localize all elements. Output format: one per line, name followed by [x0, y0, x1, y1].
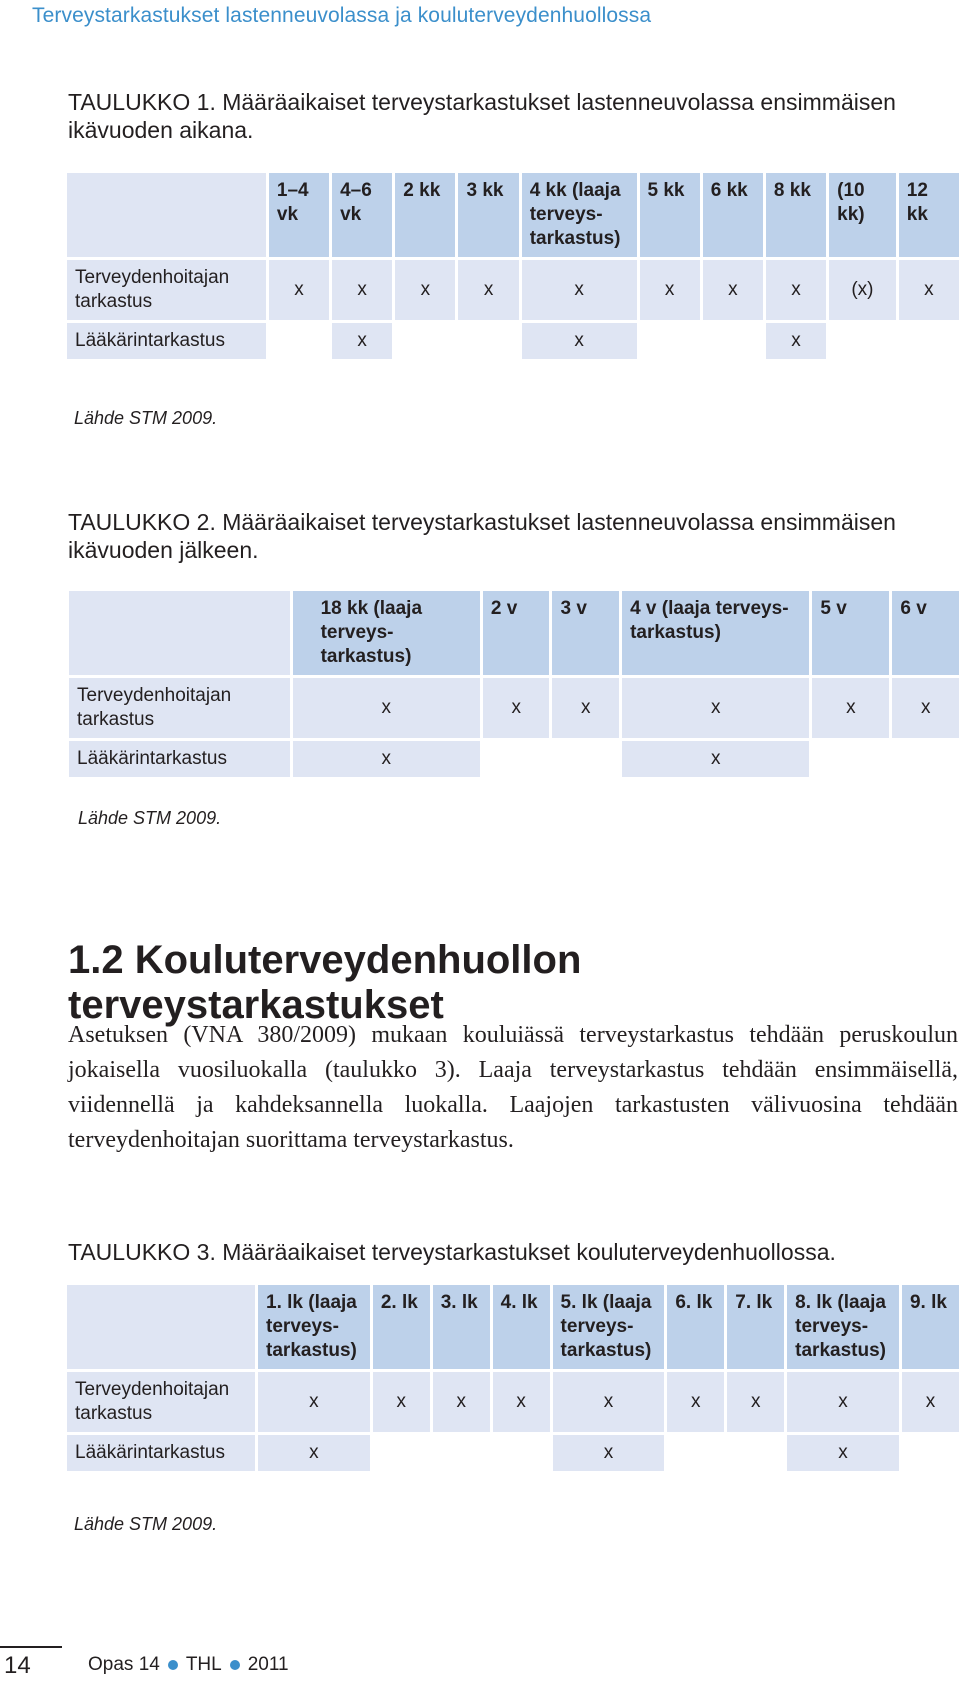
table1-cell: x [522, 260, 637, 320]
table3-cell: x [902, 1372, 959, 1432]
table1-col-header: 12 kk [899, 173, 959, 257]
table1-cell: x [640, 260, 700, 320]
table1-col-header: 4 kk (laaja terveys-tarkastus) [522, 173, 637, 257]
table2-cell [812, 741, 889, 777]
table1-row-label: Terveydenhoitajan tarkastus [67, 260, 266, 320]
table2-source: Lähde STM 2009. [78, 808, 222, 828]
table2-cell: x [293, 741, 480, 777]
table3-cell: x [727, 1372, 784, 1432]
table1-cell: x [269, 260, 329, 320]
bullet-dot-icon [168, 1660, 178, 1670]
footer-publisher: THL [185, 1654, 222, 1675]
table1-cell: x [766, 323, 826, 359]
table1-col-header: 3 kk [458, 173, 518, 257]
table1-cell [395, 323, 455, 359]
table2 [66, 588, 960, 780]
table3-cell [727, 1435, 784, 1471]
table1-col-header: 1–4 vk [269, 173, 329, 257]
table-row [67, 260, 959, 320]
table1-col-header: 8 kk [766, 173, 826, 257]
page-number: 14 [4, 1652, 31, 1679]
table3-cell: x [258, 1435, 370, 1471]
table1-cell [899, 323, 959, 359]
table3-col-header: 8. lk (laaja terveys-tarkastus) [787, 1285, 899, 1369]
table3-cell: x [258, 1372, 370, 1432]
table3-col-header: 9. lk [902, 1285, 959, 1369]
section-paragraph: Asetuksen (VNA 380/2009) mukaan kouluiässä terveystarkastus tehdään peruskoulun jokaisella vuosiluokalla (taulukko 3). Laaja terveystarkastus tehdään ensimmäisellä, viidennellä ja kahdeksannella luokalla. Laajojen tarkastusten välivuosina tehdään terveydenhoitajan suorittama terveystarkastus. [68, 1022, 958, 1153]
table3-source: Lähde STM 2009. [74, 1514, 218, 1534]
table2-cell [552, 741, 619, 777]
table1-header-row [67, 173, 959, 257]
table3-row-label: Lääkärintarkastus [67, 1435, 255, 1471]
table3-cell [667, 1435, 724, 1471]
table1-cell [703, 323, 763, 359]
table1-cell [458, 323, 518, 359]
table3-col-header: 5. lk (laaja terveys-tarkastus) [553, 1285, 665, 1369]
table3-col-header: 1. lk (laaja terveys-tarkastus) [258, 1285, 370, 1369]
table1-col-header: 4–6 vk [332, 173, 392, 257]
table1-cell: x [395, 260, 455, 320]
table1-cell: (x) [829, 260, 896, 320]
table3-cell: x [493, 1372, 550, 1432]
footer-series: Opas 14 [88, 1654, 160, 1675]
table1-caption: TAULUKKO 1. Määräaikaiset terveystarkastukset lastenneuvolassa ensimmäisen ikävuoden aikana. [68, 89, 896, 143]
table2-row-label: Terveydenhoitajan tarkastus [69, 678, 290, 738]
footer-text [88, 1654, 289, 1676]
table3-cell: x [787, 1372, 899, 1432]
table1-cell: x [703, 260, 763, 320]
running-head: Terveystarkastukset lastenneuvolassa ja kouluterveydenhuollossa [32, 4, 652, 27]
table3-cell: x [787, 1435, 899, 1471]
table-row [67, 1372, 959, 1432]
table3-cell: x [373, 1372, 430, 1432]
table2-col-header: 2 v [483, 591, 550, 675]
table1-cell: x [899, 260, 959, 320]
table2-cell: x [622, 741, 809, 777]
table3-cell [902, 1435, 959, 1471]
table-row [69, 741, 959, 777]
table2-corner [69, 591, 290, 675]
table3-col-header: 2. lk [373, 1285, 430, 1369]
table1-source: Lähde STM 2009. [74, 408, 218, 428]
table2-cell: x [552, 678, 619, 738]
table3-cell: x [553, 1435, 665, 1471]
table1-corner [67, 173, 266, 257]
table3-cell: x [667, 1372, 724, 1432]
table2-cell: x [622, 678, 809, 738]
table3-corner [67, 1285, 255, 1369]
section-heading: 1.2 Kouluterveydenhuollon terveystarkastukset [68, 938, 582, 1027]
table3-header-row [67, 1285, 959, 1369]
page-footer [0, 1650, 960, 1681]
table1-cell [829, 323, 896, 359]
table1-col-header: 6 kk [703, 173, 763, 257]
table3-cell: x [433, 1372, 490, 1432]
table3-cell [433, 1435, 490, 1471]
table2-row-label: Lääkärintarkastus [69, 741, 290, 777]
table1-row-label: Lääkärintarkastus [67, 323, 266, 359]
table2-col-header: 6 v [892, 591, 959, 675]
table3-cell: x [553, 1372, 665, 1432]
table2-caption: TAULUKKO 2. Määräaikaiset terveystarkastukset lastenneuvolassa ensimmäisen ikävuoden jälkeen. [68, 509, 896, 563]
table3-col-header: 4. lk [493, 1285, 550, 1369]
table2-cell: x [892, 678, 959, 738]
table1-cell: x [332, 260, 392, 320]
table1-cell [269, 323, 329, 359]
table1-cell: x [766, 260, 826, 320]
table2-cell: x [483, 678, 550, 738]
table-row [69, 678, 959, 738]
table1-cell: x [522, 323, 637, 359]
table3-cell [373, 1435, 430, 1471]
footer-year: 2011 [247, 1654, 289, 1675]
table3-col-header: 6. lk [667, 1285, 724, 1369]
table3-row-label: Terveydenhoitajan tarkastus [67, 1372, 255, 1432]
table2-cell: x [293, 678, 480, 738]
table1-cell: x [332, 323, 392, 359]
table3-col-header: 3. lk [433, 1285, 490, 1369]
table2-col-header: 5 v [812, 591, 889, 675]
table3 [64, 1282, 960, 1474]
table2-header-row [69, 591, 959, 675]
table1 [64, 170, 960, 362]
table1-col-header: 2 kk [395, 173, 455, 257]
table3-caption: TAULUKKO 3. Määräaikaiset terveystarkastukset kouluterveydenhuollossa. [68, 1239, 836, 1265]
bullet-dot-icon [230, 1660, 240, 1670]
table1-cell: x [458, 260, 518, 320]
table2-col-header: 3 v [552, 591, 619, 675]
table-row [67, 323, 959, 359]
table2-cell [892, 741, 959, 777]
table1-col-header: (10 kk) [829, 173, 896, 257]
table3-cell [493, 1435, 550, 1471]
table2-cell [483, 741, 550, 777]
table3-col-header: 7. lk [727, 1285, 784, 1369]
table2-col-header: 18 kk (laaja terveys-tarkastus) [293, 591, 480, 675]
table2-col-header: 4 v (laaja terveys-tarkastus) [622, 591, 809, 675]
table1-cell [640, 323, 700, 359]
table1-col-header: 5 kk [640, 173, 700, 257]
table-row [67, 1435, 959, 1471]
table2-cell: x [812, 678, 889, 738]
footer-rule [0, 1646, 62, 1648]
